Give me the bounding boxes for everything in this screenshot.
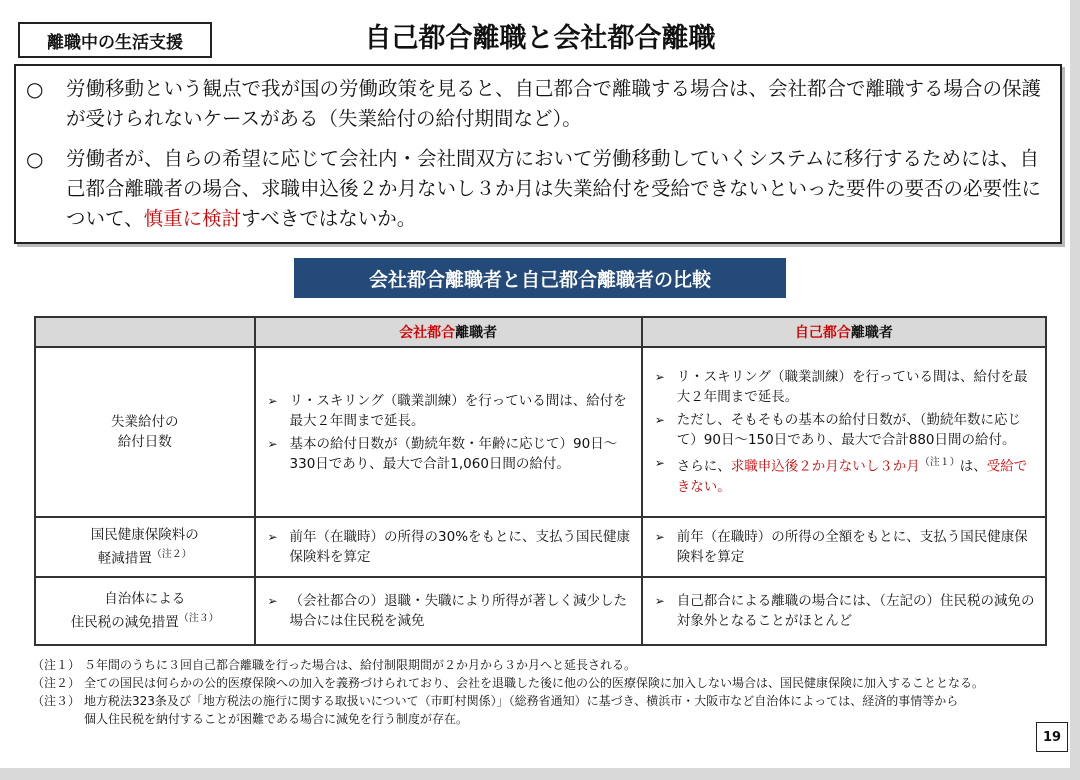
table-row [35,347,1046,517]
footnote [32,692,1062,710]
arrow-bullet-icon: ➢ [267,530,278,544]
footnote-text: 全ての国民は何らかの公的医療保険への加入を義務づけられており、会社を退職した後に他の公的医療保険に加入しない場合は、国民健康保険に加入することとなる。 [84,676,985,690]
self-cell [642,517,1046,577]
footnote [32,674,1062,692]
header-self-red: 自己都合 [794,325,851,341]
company-cell [255,517,642,577]
footnote-continuation: 個人住民税を納付することが困難である場合に減免を行う制度が存在。 [84,712,469,726]
item-text: 前年（在職時）の所得の30%をもとに、支払う国民健康保険料を算定 [289,529,631,565]
list-item [655,367,1035,407]
row-label [35,517,255,577]
item-text [677,453,1035,497]
list-item [268,591,631,631]
self-cell [642,577,1046,645]
header-company [255,317,642,347]
header-company-red: 会社都合 [399,325,456,341]
row-label-line1: 失業給付の [111,414,179,430]
item-text: 自己都合による離職の場合には、（左記の）住民税の減免の対象外となることがほとんど [676,593,1035,629]
table-header-row [35,317,1046,347]
page-number: 19 [1036,722,1068,752]
item-text: （会社都合の）退職・失職により所得が著しく減少した場合には住民税を減免 [289,593,628,629]
item-text: 基本の給付日数が（勤続年数・年齢に応じて）90日～330日であり、最大で合計1,060日間の給付。 [289,435,618,472]
item-text-part: さらに、 [676,458,731,475]
row-label-text: 住民税の減免措置 [70,614,179,631]
footnotes [32,656,1062,728]
list-item [268,391,631,431]
header-self [642,317,1046,347]
arrow-bullet-icon: ➢ [267,393,278,408]
comparison-title: 会社都合離職者と自己都合離職者の比較 [294,258,786,298]
row-label-line2 [36,609,254,633]
summary-text-2-part: 労働者が、自らの希望に応じて会社内・会社間双方において労働移動していくシステムに移行するためには、自己都合離職者の場合、求職申込後２か月ないし３か月は失業給付を受給できないといった要件の要否の必要性について、 [66,147,1042,230]
summary-bullet-2 [26,144,1048,234]
item-text: 前年（在職時）の所得の全額をもとに、支払う国民健康保険料を算定 [676,529,1028,565]
note-ref: （注３） [178,613,219,625]
comparison-table [34,316,1047,646]
table-row [35,577,1046,645]
item-emphasis: 求職申込後２か月ないし３か月 [730,458,920,475]
note-ref: （注２） [151,549,192,561]
arrow-bullet-icon: ➢ [654,594,665,608]
footnote [32,656,1062,674]
list-item [655,410,1035,450]
footnote-key: （注２） [32,676,81,690]
item-text: ただし、そもそもの基本の給付日数が、（勤続年数に応じて）90日～150日であり、最大で合計880日間の給付。 [676,412,1022,449]
item-text: リ・スキリング（職業訓練）を行っている間は、給付を最大２年間まで延長。 [289,392,627,429]
row-label-line2 [36,545,254,569]
arrow-bullet-icon: ➢ [654,456,665,471]
arrow-bullet-icon: ➢ [654,413,665,428]
note-ref: （注１） [919,457,960,469]
list-item [655,527,1035,567]
row-label-text: 軽減措置 [97,550,152,567]
item-text: リ・スキリング（職業訓練）を行っている間は、給付を最大２年間まで延長。 [676,369,1028,406]
arrow-bullet-icon: ➢ [654,370,665,385]
company-cell [255,577,642,645]
list-item [268,434,631,474]
header-blank [35,317,255,347]
item-emphasis: 受給できない。 [676,458,1028,495]
arrow-bullet-icon: ➢ [267,594,278,608]
list-item [655,453,1035,497]
header-self-rest: 離職者 [850,325,893,341]
page-title: 自己都合離職と会社都合離職 [364,23,716,54]
summary-bullet-1 [26,74,1048,134]
summary-text-2-end: すべきではないか。 [241,207,417,230]
row-label-line1: 国民健康保険料の [90,527,199,544]
header-company-rest: 離職者 [455,325,498,341]
row-label-line2: 給付日数 [117,434,172,450]
self-cell [642,347,1046,517]
summary-emphasis: 慎重に検討 [143,207,242,230]
list-item [655,591,1035,631]
footnote-text: ５年間のうちに３回自己都合離職を行った場合は、給付制限期間が２か月から３か月へと延長される。 [84,658,637,672]
table-row [35,517,1046,577]
category-label: 離職中の生活支援 [18,22,212,58]
company-cell [255,347,642,517]
list-item [268,527,631,567]
circle-bullet-icon: ○ [26,77,44,101]
summary-text-2 [66,144,1048,234]
arrow-bullet-icon: ➢ [654,530,665,544]
footnote-text: 地方税法323条及び「地方税法の施行に関する取扱いについて（市町村関係）」（総務省通知）に基づき、横浜市・大阪市など自治体によっては、経済的事情等から [84,694,959,708]
summary-text-1: 労働移動という観点で我が国の労働政策を見ると、自己都合で離職する場合は、会社都合で離職する場合の保護が受けられないケースがある（失業給付の給付期間など）。 [66,77,1042,130]
item-text-part: は、 [959,458,987,475]
footnote-key: （注３） [32,694,81,708]
summary-box [14,64,1062,244]
row-label-line1: 自治体による [104,591,186,608]
row-label [35,577,255,645]
arrow-bullet-icon: ➢ [267,436,278,451]
row-label [35,347,255,517]
circle-bullet-icon: ○ [26,147,44,171]
footnote-key: （注１） [32,658,81,672]
